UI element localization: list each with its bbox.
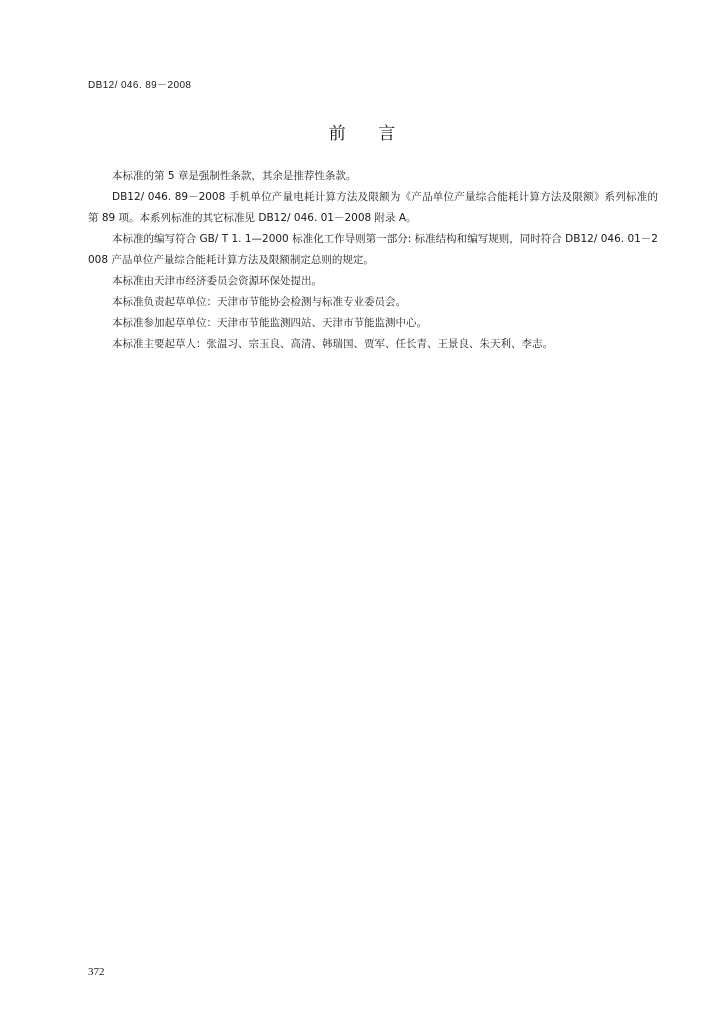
paragraph-mandatory-clause: 本标准的第 5 章是强制性条款，其余是推荐性条款。 — [112, 170, 357, 182]
foreword-body — [88, 166, 658, 355]
paragraph-main-drafters: 本标准主要起草人：张温习、宗玉良、高清、韩瑞国、贾军、任长青、王景良、朱天利、李志。 — [112, 338, 553, 350]
paragraph-proposer: 本标准由天津市经济委员会资源环保处提出。 — [112, 275, 322, 287]
page-number: 372 — [88, 966, 105, 978]
paragraph-participating-drafters: 本标准参加起草单位：天津市节能监测四站、天津市节能监测中心。 — [112, 317, 427, 329]
standard-code-header: DB12/ 046. 89－2008 — [88, 80, 192, 91]
paragraph-responsible-drafter: 本标准负责起草单位：天津市节能协会检测与标准专业委员会。 — [112, 296, 406, 308]
page-title: 前 言 — [328, 124, 396, 144]
paragraph-series-info: DB12/ 046. 89－2008 手机单位产量电耗计算方法及限额为《产品单位产量综合能耗计算方法及限额》系列标准的第 89 项。本系列标准的其它标准见 DB12/ 046. 01－2008 附录 A。 — [88, 191, 658, 224]
paragraph-drafting-rules: 本标准的编写符合 GB/ T 1. 1—2000 标准化工作导则第一部分: 标准结构和编写规则，同时符合 DB12/ 046. 01－2008 产品单位产量综合能耗计算方法及限额制定总则的规定。 — [88, 233, 658, 266]
